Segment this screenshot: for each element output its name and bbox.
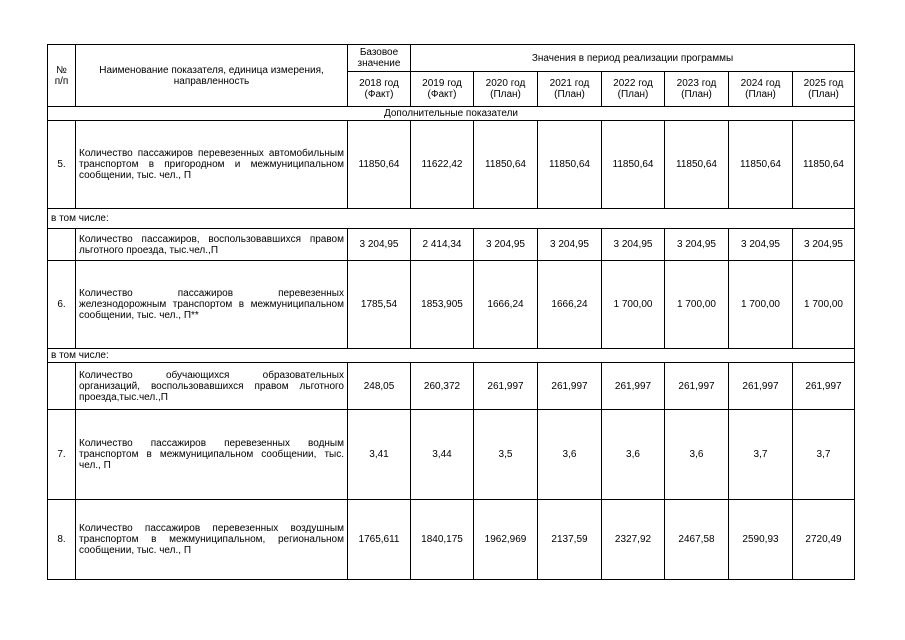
row-value: 11850,64 (348, 121, 411, 209)
row-value: 261,997 (665, 363, 729, 410)
indicators-table (47, 44, 855, 580)
row-value: 3,44 (411, 410, 474, 500)
row-value: 1 700,00 (665, 261, 729, 349)
row-value: 11850,64 (602, 121, 665, 209)
header-base-cell: Базовое значение (348, 45, 411, 72)
header-year-cell: 2022 год (План) (602, 72, 665, 107)
row-name: Количество обучающихся образовательных организаций, воспользовавшихся правом льготного проезда,тыс.чел.,П (76, 363, 348, 410)
row-value: 1 700,00 (729, 261, 793, 349)
row-value: 11850,64 (538, 121, 602, 209)
including-row (48, 349, 855, 363)
row-value: 1666,24 (538, 261, 602, 349)
row-num: 6. (48, 261, 76, 349)
row-value: 261,997 (793, 363, 855, 410)
row-value: 3 204,95 (474, 229, 538, 261)
row-value: 261,997 (538, 363, 602, 410)
row-value: 3,6 (602, 410, 665, 500)
row-num (48, 363, 76, 410)
row-name: Количество пассажиров, воспользовавшихся правом льготного проезда, тыс.чел.,П (76, 229, 348, 261)
row-name: Количество пассажиров перевезенных воздушным транспортом в межмуниципальном, региональном сообщении, тыс. чел., П (76, 500, 348, 580)
row-value: 11850,64 (793, 121, 855, 209)
row-name: Количество пассажиров перевезенных автомобильным транспортом в пригородном и межмуниципальном сообщении, тыс. чел., П (76, 121, 348, 209)
row-value: 2 414,34 (411, 229, 474, 261)
row-value: 1 700,00 (793, 261, 855, 349)
row-value: 261,997 (602, 363, 665, 410)
header-year-cell: 2025 год (План) (793, 72, 855, 107)
row-value: 3 204,95 (538, 229, 602, 261)
row-value: 2327,92 (602, 500, 665, 580)
row-value: 2590,93 (729, 500, 793, 580)
row-value: 3,41 (348, 410, 411, 500)
row-value: 11850,64 (474, 121, 538, 209)
table-row (48, 363, 855, 410)
row-num: 5. (48, 121, 76, 209)
row-value: 2137,59 (538, 500, 602, 580)
row-value: 3,7 (729, 410, 793, 500)
header-year-cell: 2020 год (План) (474, 72, 538, 107)
row-value: 3 204,95 (793, 229, 855, 261)
row-name: Количество пассажиров перевезенных железнодорожным транспортом в межмуниципальном сообщении, тыс. чел., П** (76, 261, 348, 349)
row-value: 260,372 (411, 363, 474, 410)
row-value: 1666,24 (474, 261, 538, 349)
header-year-cell: 2024 год (План) (729, 72, 793, 107)
row-value: 261,997 (729, 363, 793, 410)
including-row (48, 209, 855, 229)
row-value: 3 204,95 (665, 229, 729, 261)
row-value: 1853,905 (411, 261, 474, 349)
row-value: 1962,969 (474, 500, 538, 580)
including-label: в том числе: (48, 209, 855, 229)
section-title: Дополнительные показатели (48, 107, 855, 121)
header-name-cell: Наименование показателя, единица измерения, направленность (76, 45, 348, 107)
header-year-cell: 2018 год (Факт) (348, 72, 411, 107)
header-period-cell: Значения в период реализации программы (411, 45, 855, 72)
table-row (48, 229, 855, 261)
header-year-cell: 2019 год (Факт) (411, 72, 474, 107)
row-value: 11622,42 (411, 121, 474, 209)
row-value: 1 700,00 (602, 261, 665, 349)
row-value: 3,5 (474, 410, 538, 500)
table-row (48, 121, 855, 209)
header-year-cell: 2021 год (План) (538, 72, 602, 107)
row-value: 248,05 (348, 363, 411, 410)
row-value: 1785,54 (348, 261, 411, 349)
table-row (48, 261, 855, 349)
row-num (48, 229, 76, 261)
row-value: 3,7 (793, 410, 855, 500)
row-value: 11850,64 (729, 121, 793, 209)
header-row-top (48, 45, 855, 72)
including-label: в том числе: (48, 349, 855, 363)
row-value: 261,997 (474, 363, 538, 410)
header-num-cell: № п/п (48, 45, 76, 107)
row-num: 8. (48, 500, 76, 580)
row-value: 2467,58 (665, 500, 729, 580)
section-row (48, 107, 855, 121)
header-year-cell: 2023 год (План) (665, 72, 729, 107)
row-value: 11850,64 (665, 121, 729, 209)
table-row (48, 500, 855, 580)
row-value: 1840,175 (411, 500, 474, 580)
row-value: 3 204,95 (729, 229, 793, 261)
row-value: 1765,611 (348, 500, 411, 580)
row-num: 7. (48, 410, 76, 500)
table-row (48, 410, 855, 500)
row-value: 3 204,95 (602, 229, 665, 261)
row-value: 3 204,95 (348, 229, 411, 261)
row-value: 3,6 (538, 410, 602, 500)
row-value: 2720,49 (793, 500, 855, 580)
row-name: Количество пассажиров перевезенных водным транспортом в межмуниципальном сообщении, тыс. чел., П (76, 410, 348, 500)
row-value: 3,6 (665, 410, 729, 500)
